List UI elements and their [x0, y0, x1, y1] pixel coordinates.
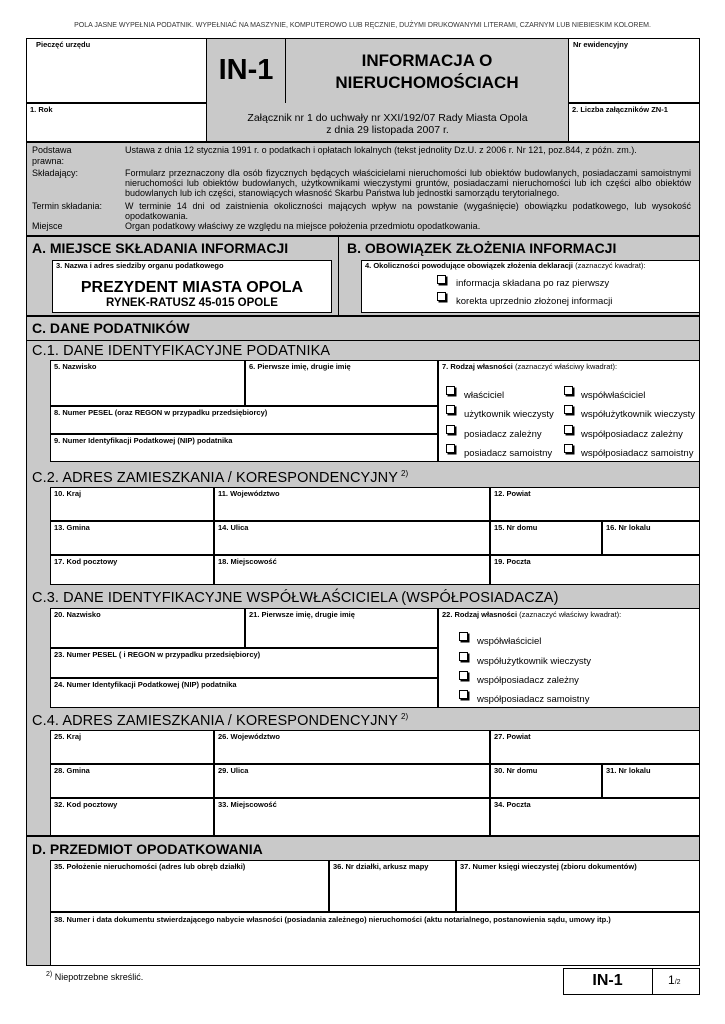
field-25-label: 25. Kraj — [54, 732, 82, 741]
co-dependent-holder-checkbox[interactable] — [564, 425, 573, 434]
first-time-checkbox[interactable] — [437, 275, 446, 284]
stamp-label: Pieczęć urzędu — [36, 40, 91, 49]
field-34-label: 34. Poczta — [494, 800, 531, 809]
field-10-label: 10. Kraj — [54, 489, 82, 498]
co-perpetual-user-label: współużytkownik wieczysty — [581, 409, 696, 420]
c3-co-dependent-holder-label: współposiadacz zależny — [477, 675, 579, 686]
field-26-label: 26. Województwo — [218, 732, 280, 741]
co-dependent-holder-label: współposiadacz zależny — [581, 429, 683, 440]
field-12-label: 12. Powiat — [494, 489, 531, 498]
co-independent-holder-label: współposiadacz samoistny — [581, 448, 694, 459]
owner-checkbox[interactable] — [446, 386, 455, 395]
field-32-label: 32. Kod pocztowy — [54, 800, 118, 809]
co-perpetual-user-checkbox[interactable] — [564, 405, 573, 414]
field-27-label: 27. Powiat — [494, 732, 531, 741]
section-ab-divider — [338, 236, 339, 316]
reg-number-label: Nr ewidencyjny — [573, 40, 629, 49]
independent-holder-label: posiadacz samoistny — [464, 448, 553, 459]
dependent-holder-label: posiadacz zależny — [464, 429, 542, 440]
deadline-text: W terminie 14 dni od zaistnienia okoliczności mających wpływ na powstanie (wygaśnięcie) obowiązku podatkowego, lub wysokość opodatkowania. — [125, 201, 691, 221]
perpetual-user-label: użytkownik wieczysty — [464, 409, 554, 420]
place-text: Organ podatkowy właściwy ze względu na miejsce położenia przedmiotu opodatkowania. — [125, 221, 481, 231]
attachment-line1: Załącznik nr 1 do uchwały nr XXI/192/07 Rady Miasta Opola — [247, 112, 528, 124]
field-23-label: 23. Numer PESEL ( i REGON w przypadku przedsiębiorcy) — [54, 650, 261, 659]
field-24-label: 24. Numer Identyfikacji Podatkowej (NIP) podatnika — [54, 680, 237, 689]
field-19-label: 19. Poczta — [494, 557, 531, 566]
field-6-label: 6. Pierwsze imię, drugie imię — [249, 362, 351, 371]
field-35-label: 35. Położenie nieruchomości (adres lub obręb działki) — [54, 862, 246, 871]
top-notice: POLA JASNE WYPEŁNIA PODATNIK. WYPEŁNIAĆ NA MASZYNIE, KOMPUTEROWO LUB RĘCZNIE, DUŻYMI DRUKOWANYMI LITERAMI, CZARNYM LUB NIEBIESKIM KOLOREM. — [74, 22, 651, 29]
correction-checkbox[interactable] — [437, 292, 446, 301]
co-independent-holder-checkbox[interactable] — [564, 444, 573, 453]
form-title-line1: INFORMACJA O — [361, 51, 493, 70]
field-7-label: 7. Rodzaj własności (zaznaczyć właściwy kwadrat): — [442, 362, 618, 371]
footer-form-code: IN-1 — [592, 972, 623, 989]
section-d-title: D. PRZEDMIOT OPODATKOWANIA — [32, 841, 263, 857]
field-37-label: 37. Numer księgi wieczystej (zbioru dokumentów) — [460, 862, 637, 871]
co-owner-label: współwłaściciel — [581, 390, 646, 401]
footer-divider — [652, 968, 653, 995]
field-29-label: 29. Ulica — [218, 766, 249, 775]
attachment-line2: z dnia 29 listopada 2007 r. — [326, 124, 449, 136]
field-11-label: 11. Województwo — [218, 489, 280, 498]
c3-co-independent-holder-checkbox[interactable] — [459, 690, 468, 699]
independent-holder-checkbox[interactable] — [446, 444, 455, 453]
field-18-label: 18. Miejscowość — [218, 557, 277, 566]
form-title-line2: NIERUCHOMOŚCIACH — [335, 73, 519, 92]
correction-label: korekta uprzednio złożonej informacji — [456, 296, 613, 307]
field-20-label: 20. Nazwisko — [54, 610, 101, 619]
field-3-label: 3. Nazwa i adres siedziby organu podatkowego — [56, 261, 224, 270]
field-15-label: 15. Nr domu — [494, 523, 538, 532]
street-field[interactable] — [214, 521, 490, 555]
field-16-label: 16. Nr lokalu — [606, 523, 651, 532]
field-14-label: 14. Ulica — [218, 523, 249, 532]
year-field[interactable] — [26, 103, 207, 142]
footnote: $^{2)}$ Niepotrzebne skreślić. — [46, 971, 144, 982]
c3-co-owner-checkbox[interactable] — [459, 632, 468, 641]
field-36-label: 36. Nr działki, arkusz mapy — [333, 862, 429, 871]
field-17-label: 17. Kod pocztowy — [54, 557, 118, 566]
form-code: IN-1 — [218, 54, 274, 86]
c3-co-independent-holder-label: współposiadacz samoistny — [477, 694, 590, 705]
field-30-label: 30. Nr domu — [494, 766, 538, 775]
page-number: 1/2 — [668, 973, 681, 987]
section-a-title: A. MIEJSCE SKŁADANIA INFORMACJI — [32, 240, 289, 256]
zn1-count-label: 2. Liczba załączników ZN-1 — [572, 105, 668, 114]
field-33-label: 33. Miejscowość — [218, 800, 277, 809]
c3-co-perpetual-user-checkbox[interactable] — [459, 652, 468, 661]
section-c-title-rule — [26, 340, 700, 341]
basis-label: Podstawa — [32, 145, 72, 155]
authority-address: RYNEK-RATUSZ 45-015 OPOLE — [106, 297, 278, 309]
deadline-label: Termin składania: — [32, 201, 103, 211]
field-28-label: 28. Gmina — [54, 766, 90, 775]
c4-street-field[interactable] — [214, 764, 490, 798]
basis-label-2: prawna: — [32, 156, 65, 166]
field-5-label: 5. Nazwisko — [54, 362, 97, 371]
c3-co-dependent-holder-checkbox[interactable] — [459, 671, 468, 680]
section-c-title: C. DANE PODATNIKÓW — [32, 320, 190, 336]
filer-label: Składający: — [32, 168, 79, 178]
co-owner-checkbox[interactable] — [564, 386, 573, 395]
field-4-label: 4. Okoliczności powodujące obowiązek złożenia deklaracji (zaznaczyć kwadrat): — [365, 261, 646, 270]
year-label: 1. Rok — [30, 105, 53, 114]
c3-co-perpetual-user-label: współużytkownik wieczysty — [477, 656, 592, 667]
filer-text: Formularz przeznaczony dla osób fizycznych będących właścicielami nieruchomości lub obiektów budowlanych, posiadaczami samoistnymi nieruchomości lub obiektów budowlanych, użytkownikami wieczystymi gruntów, posiadaczami nieruchomości lub ich części albo obiektów budowlanych lub ich części, stanowiących własność Skarbu Państwa lub jednostki samorządu terytorialnego. — [125, 168, 691, 198]
c2-title: C.2. ADRES ZAMIESZKANIA / KORESPONDENCYJNY $^{2)}$ — [32, 469, 409, 486]
c3-co-owner-label: współwłaściciel — [477, 636, 542, 647]
field-13-label: 13. Gmina — [54, 523, 90, 532]
place-label: Miejsce — [32, 221, 63, 231]
c1-title: C.1. DANE IDENTYFIKACYJNE PODATNIKA — [32, 343, 331, 359]
field-9-label: 9. Numer Identyfikacji Podatkowej (NIP) podatnika — [54, 436, 233, 445]
first-time-label: informacja składana po raz pierwszy — [456, 278, 610, 289]
authority-name: PREZYDENT MIASTA OPOLA — [80, 279, 304, 296]
dependent-holder-checkbox[interactable] — [446, 425, 455, 434]
field-38-label: 38. Numer i data dokumentu stwierdzającego nabycie własności (posiadania zależnego) nieruchomości (aktu notarialnego, postanowienia sądu, umowy itp.) — [54, 915, 611, 924]
c3-title: C.3. DANE IDENTYFIKACYJNE WSPÓŁWŁAŚCICIELA (WSPÓŁPOSIADACZA) — [32, 590, 559, 606]
field-21-label: 21. Pierwsze imię, drugie imię — [249, 610, 355, 619]
field-22-label: 22. Rodzaj własności (zaznaczyć właściwy kwadrat): — [442, 610, 622, 619]
field-8-label: 8. Numer PESEL (oraz REGON w przypadku przedsiębiorcy) — [54, 408, 268, 417]
section-b-title: B. OBOWIĄZEK ZŁOŻENIA INFORMACJI — [347, 240, 617, 256]
basis-text: Ustawa z dnia 12 stycznia 1991 r. o podatkach i opłatach lokalnych (tekst jednolity Dz.U. z 2006 r. Nr 121, poz.844, z późn. zm.). — [125, 145, 637, 155]
field-31-label: 31. Nr lokalu — [606, 766, 651, 775]
perpetual-user-checkbox[interactable] — [446, 405, 455, 414]
owner-label: właściciel — [464, 390, 505, 401]
c4-title: C.4. ADRES ZAMIESZKANIA / KORESPONDENCYJNY $^{2)}$ — [32, 712, 409, 729]
